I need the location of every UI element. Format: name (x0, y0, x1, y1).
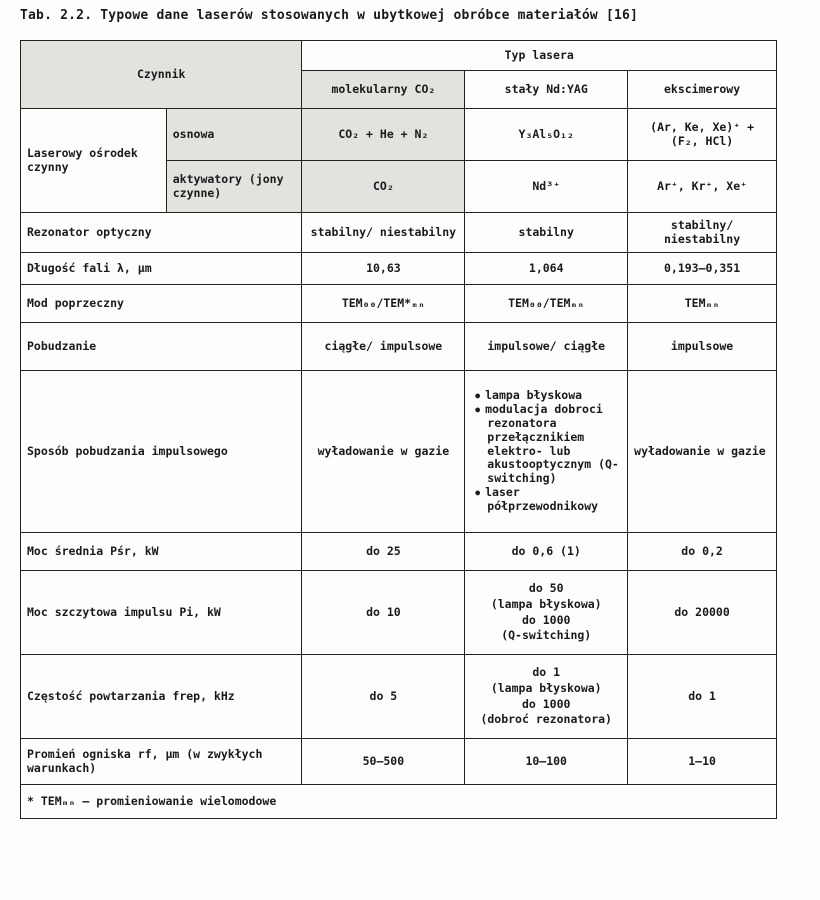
base-co2: CO₂ + He + N₂ (302, 109, 465, 161)
laser-data-table (20, 40, 777, 819)
type-excimer-header: ekscimerowy (628, 71, 777, 109)
rep-rate-excimer: do 1 (628, 655, 777, 739)
focus-radius-excimer: 1–10 (628, 739, 777, 785)
rep-rate-label: Częstość powtarzania frep, kHz (21, 655, 302, 739)
avg-power-label: Moc średnia Pśr, kW (21, 533, 302, 571)
base-excimer: (Ar, Ke, Xe)⁺ + (F₂, HCl) (628, 109, 777, 161)
peak-power-ndyag (465, 571, 628, 655)
wavelength-co2: 10,63 (302, 253, 465, 285)
activators-co2: CO₂ (302, 161, 465, 213)
list-item: ● laser półprzewodnikowy (473, 486, 621, 514)
medium-group-label: Laserowy ośrodek czynny (21, 109, 167, 213)
pulse-method-list (471, 389, 621, 513)
peak-value-lamp: do 50 (528, 580, 564, 595)
excitation-label: Pobudzanie (21, 323, 302, 371)
peak-power-excimer: do 20000 (628, 571, 777, 655)
pulse-method-excimer: wyładowanie w gazie (628, 371, 777, 533)
mode-label: Mod poprzeczny (21, 285, 302, 323)
resonator-ndyag: stabilny (465, 213, 628, 253)
type-ndyag-header: stały Nd:YAG (465, 71, 628, 109)
focus-radius-ndyag: 10–100 (465, 739, 628, 785)
rep-value-q: do 1000 (521, 696, 571, 711)
focus-radius-co2: 50–500 (302, 739, 465, 785)
focus-radius-label: Promień ogniska rf, μm (w zwykłych warunkach) (21, 739, 302, 785)
activators-excimer: Ar⁺, Kr⁺, Xe⁺ (628, 161, 777, 213)
peak-note-lamp: (lampa błyskowa) (490, 596, 602, 611)
excitation-ndyag: impulsowe/ ciągłe (465, 323, 628, 371)
avg-power-ndyag: do 0,6 (1) (465, 533, 628, 571)
factor-header: Czynnik (21, 41, 302, 109)
rep-note-q: (dobroć rezonatora) (480, 712, 612, 727)
resonator-excimer: stabilny/ niestabilny (628, 213, 777, 253)
resonator-co2: stabilny/ niestabilny (302, 213, 465, 253)
wavelength-ndyag: 1,064 (465, 253, 628, 285)
excitation-co2: ciągłe/ impulsowe (302, 323, 465, 371)
avg-power-co2: do 25 (302, 533, 465, 571)
pulse-method-label: Sposób pobudzania impulsowego (21, 371, 302, 533)
base-ndyag: Y₃Al₅O₁₂ (465, 109, 628, 161)
peak-power-label: Moc szczytowa impulsu Pi, kW (21, 571, 302, 655)
mode-co2: TEM₀₀/TEM*ₘₙ (302, 285, 465, 323)
activators-ndyag: Nd³⁺ (465, 161, 628, 213)
peak-value-qswitch: do 1000 (521, 612, 571, 627)
pulse-method-co2: wyładowanie w gazie (302, 371, 465, 533)
list-item: ● lampa błyskowa (473, 389, 621, 403)
base-label: osnowa (166, 109, 302, 161)
mode-excimer: TEMₘₙ (628, 285, 777, 323)
rep-value-lamp: do 1 (532, 664, 561, 679)
footnote: * TEMₘₙ – promieniowanie wielomodowe (21, 785, 777, 819)
pulse-method-ndyag (465, 371, 628, 533)
peak-note-qswitch: (Q-switching) (501, 628, 592, 643)
activators-label: aktywatory (jony czynne) (166, 161, 302, 213)
excitation-excimer: impulsowe (628, 323, 777, 371)
rep-note-lamp: (lampa błyskowa) (490, 680, 602, 695)
peak-power-co2: do 10 (302, 571, 465, 655)
table-caption: Tab. 2.2. Typowe dane laserów stosowanych w ubytkowej obróbce materiałów [16] (20, 8, 639, 23)
rep-rate-ndyag (465, 655, 628, 739)
mode-ndyag: TEM₀₀/TEMₘₙ (465, 285, 628, 323)
avg-power-excimer: do 0,2 (628, 533, 777, 571)
resonator-label: Rezonator optyczny (21, 213, 302, 253)
list-item: ● modulacja dobroci rezonatora przełącznikiem elektro- lub akustooptycznym (Q-switching) (473, 403, 621, 486)
rep-rate-co2: do 5 (302, 655, 465, 739)
wavelength-excimer: 0,193–0,351 (628, 253, 777, 285)
wavelength-label: Długość fali λ, μm (21, 253, 302, 285)
type-co2-header: molekularny CO₂ (302, 71, 465, 109)
laser-type-header: Typ lasera (302, 41, 777, 71)
